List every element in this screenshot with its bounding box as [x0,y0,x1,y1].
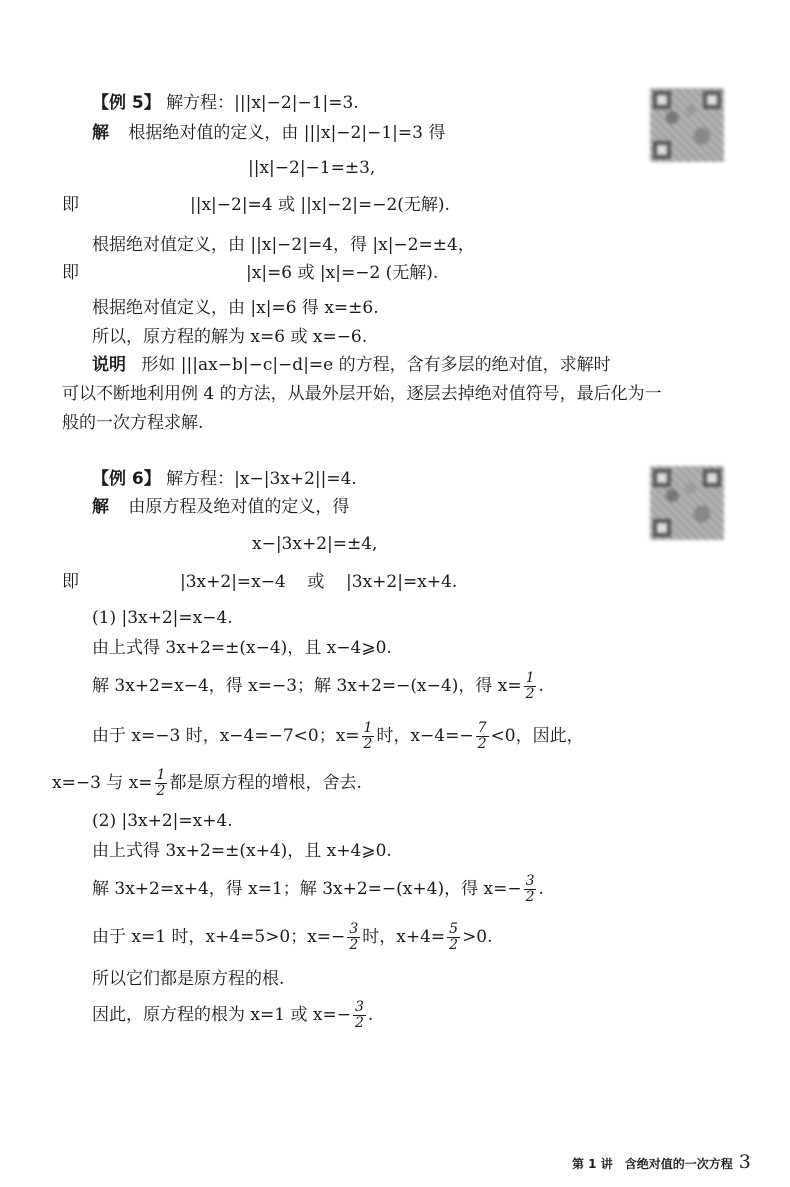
ex6-case-2-b-line: 解 3x+2=x+4，得 x=1；解 3x+2=−(x+4)，得 x=− $\frac{3}{2}$ . [92,873,544,905]
ex6-solution-line [92,496,349,518]
ex6-case-1-c-1: 由于 x=−3 时，x−4=−7<0；x= [92,726,360,746]
ex6-sol-label: 解 [92,497,109,517]
ex6-sol-text: 由原方程及绝对值的定义，得 [128,497,350,517]
page-footer [572,1151,751,1173]
ex6-case-1-d-line [52,766,362,800]
ex6-title: 解方程：|x−|3x+2||=4. [166,469,357,489]
ex5-step-3: 根据绝对值定义，由 ||x|−2|=4，得 |x|−2=±4， [92,235,475,255]
ex5-title: 解方程：|||x|−2|−1|=3. [166,93,359,113]
ex5-label: 【例 5】 [92,93,161,113]
ex6-case-2-c-1: 由于 x=1 时，x+4=5>0；x=− [92,927,346,947]
ex5-note-1: 形如 |||ax−b|−c|−d|=e 的方程，含有多层的绝对值，求解时 [141,355,611,375]
ex6-case-1-b-line: 解 3x+2=x−4，得 x=−3；解 3x+2=−(x−4)，得 x= $\frac{1}{2}$ . [92,670,544,702]
ex6-case-1-c-line [92,719,584,753]
ex6-case-2-e-line: 因此，原方程的根为 x=1 或 x=− $\frac{3}{2}$ . [92,999,374,1031]
fraction-3-2: $\frac{3}{2}$ [349,921,359,953]
ex6-title-line [92,468,357,490]
ex6-case-2-c-line [92,920,493,954]
ex5-step-6: 所以，原方程的解为 x=6 或 x=−6. [92,327,368,347]
ex5-note-3: 般的一次方程求解. [62,413,204,433]
ex6-case-1-head: (1) |3x+2|=x−4. [92,608,233,628]
ex6-step-1: x−|3x+2|=±4, [252,534,378,554]
ex5-sol-text: 根据绝对值的定义，由 |||x|−2|−1|=3 得 [128,123,446,143]
ex6-case-2-c-3: >0. [462,927,493,947]
page-number: 3 [738,1151,751,1173]
chapter-title: 第 1 讲 含绝对值的一次方程 [572,1157,733,1171]
ex6-case-2-d: 所以它们都是原方程的根. [92,969,285,989]
ex5-note-2: 可以不断地利用例 4 的方法，从最外层开始，逐层去掉绝对值符号，最后化为一 [62,384,662,404]
ex6-case-2-a: 由上式得 3x+2=±(x+4)，且 x+4⩾0. [92,841,392,861]
ex6-case-1-c-2: 时，x−4=− [376,726,474,746]
ex6-case-2-e: 因此，原方程的根为 x=1 或 x=− [92,1005,351,1025]
fraction-5-2: $\frac{5}{2}$ [449,921,459,953]
ex6-label: 【例 6】 [92,469,161,489]
ex6-case-1-d-1: x=−3 与 x= [52,773,153,793]
fraction-7-2: $\frac{7}{2}$ [477,720,487,752]
fraction-1-2: $\frac{1}{2}$ [363,720,373,752]
ex6-case-2-head: (2) |3x+2|=x+4. [92,811,233,831]
ex6-step-2-prefix: 即 [62,572,79,592]
fraction-1-2: $\frac{1}{2}$ [525,670,535,702]
ex5-step-4-prefix: 即 [62,263,79,283]
qr-code-1[interactable] [650,88,724,162]
qr-code-2[interactable] [650,466,724,540]
ex6-case-2-b: 解 3x+2=x+4，得 x=1；解 3x+2=−(x+4)，得 x=− [92,879,522,899]
fraction-3-2: $\frac{3}{2}$ [525,873,535,905]
fraction-3-2: $\frac{3}{2}$ [354,999,364,1031]
ex6-step-2: |3x+2|=x−4 或 |3x+2|=x+4. [180,572,458,592]
ex5-note-label: 说明 [92,355,126,375]
ex5-step-4: |x|=6 或 |x|=−2 (无解). [246,263,439,283]
ex5-step-5: 根据绝对值定义，由 |x|=6 得 x=±6. [92,298,379,318]
ex5-title-line [92,92,359,114]
ex5-sol-label: 解 [92,123,109,143]
ex6-case-1-a: 由上式得 3x+2=±(x−4)，且 x−4⩾0. [92,638,392,658]
ex6-case-2-c-2: 时，x+4= [362,927,446,947]
ex6-case-1-c-3: <0，因此， [490,726,584,746]
ex5-step-2-prefix: 即 [62,195,79,215]
ex5-step-1: ||x|−2|−1=±3, [248,158,376,178]
ex6-case-1-b: 解 3x+2=x−4，得 x=−3；解 3x+2=−(x−4)，得 x= [92,676,522,696]
ex5-note-line-1 [92,354,611,376]
fraction-1-2: $\frac{1}{2}$ [156,767,166,799]
ex5-solution-line [92,122,445,144]
ex5-step-2: ||x|−2|=4 或 ||x|−2|=−2(无解). [190,195,450,215]
ex6-case-1-d-2: 都是原方程的增根，舍去. [169,773,362,793]
